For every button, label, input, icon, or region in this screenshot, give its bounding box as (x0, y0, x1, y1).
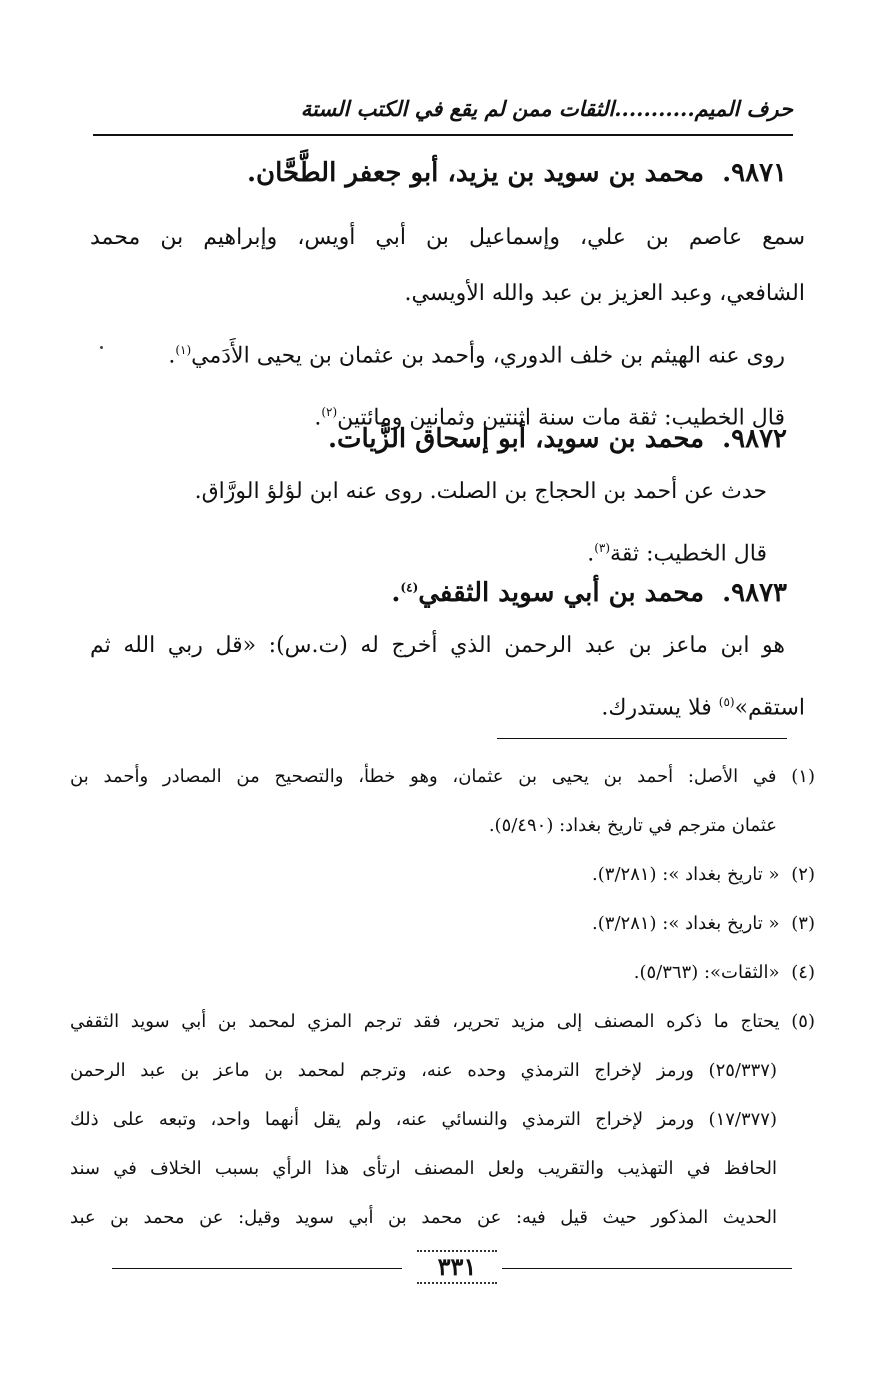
footnote-1: (١) في الأصل: أحمد بن يحيى بن عثمان، وهو خطأ، والتصحيح من المصادر وأحمد بن عثمان مترجم في تاريخ بغداد: (٥/٤٩٠). (70, 752, 815, 850)
footnote-ref: (٤) (400, 580, 419, 595)
footnote-number: (١) (791, 766, 815, 787)
entry-body-9873 (90, 618, 805, 736)
footnote-text: «الثقات»: (٥/٣٦٣). (633, 962, 780, 983)
footnote-number: (٣) (791, 913, 815, 934)
page-footer (112, 1248, 792, 1288)
footer-rule (112, 1268, 402, 1269)
footnote-number: (٤) (791, 962, 815, 983)
entry-title-9873: ٩٨٧٣.محمد بن أبي سويد الثقفي$^{(٤)}$. (391, 578, 787, 608)
footnote-text: (٢٥/٣٣٧) ورمز لإخراج الترمذي وحده عنه، وترجم لمحمد بن ماعز بن عبد الرحمن (70, 1060, 777, 1081)
footnote-number: (٥) (791, 1011, 815, 1032)
footnote-separator (497, 738, 787, 739)
header-chapter: حرف الميم (694, 96, 793, 121)
footnote-2 (70, 850, 815, 899)
body-line: الشافعي، وعبد العزيز بن عبد والله الأويسي. (404, 281, 805, 306)
header-rule (93, 134, 793, 136)
body-line: قال الخطيب: ثقة$^{(٣)}$. (587, 541, 767, 567)
footnote-text: (١٧/٣٧٧) ورمز لإخراج الترمذي والنسائي عنه، ولم يقل أنهما واحد، وتبعه على ذلك (70, 1109, 777, 1130)
body-line: قال الخطيب: ثقة مات سنة اثنتين وثمانين ومائتين$^{(٢)}$. (314, 405, 785, 431)
body-line: روى عنه الهيثم بن خلف الدوري، وأحمد بن عثمان بن يحيى الأَدَمي$^{(١)}$. (168, 343, 785, 369)
body-line: هو ابن ماعز بن عبد الرحمن الذي أخرج له (ت.س): «قل ربي الله ثم (90, 633, 785, 658)
footnote-ref: (٥) (718, 695, 735, 709)
footnote-3 (70, 899, 815, 948)
footer-rule (502, 1268, 792, 1269)
body-line: استقم»$^{(٥)}$ فلا يستدرك. (601, 695, 805, 721)
entry-number: ٩٨٧٣. (722, 578, 787, 608)
footnote-number: (٢) (791, 864, 815, 885)
footnote-text: « تاريخ بغداد »: (٣/٢٨١). (592, 913, 780, 934)
footnote-text: الحديث المذكور حيث قيل فيه: عن محمد بن أبي سويد وقيل: عن محمد بن عبد (70, 1207, 777, 1228)
running-header (93, 96, 793, 121)
scan-speck (100, 346, 103, 349)
footnote-ref: (٣) (594, 541, 611, 555)
entry-body-9872 (77, 464, 767, 582)
body-line: حدث عن أحمد بن الحجاج بن الصلت. روى عنه ابن لؤلؤ الورَّاق. (194, 479, 767, 504)
header-dots: ........... (614, 96, 695, 121)
entry-name: محمد بن سويد، أبو إسحاق الزَّيات. (327, 424, 705, 454)
footnote-ref: (٢) (321, 405, 338, 420)
footnote-4 (70, 948, 815, 997)
entry-body-9871 (90, 210, 805, 447)
entry-title-9871 (247, 158, 787, 188)
footnote-5: (٥) يحتاج ما ذكره المصنف إلى مزيد تحرير، فقد ترجم المزي لمحمد بن أبي سويد الثقفي (٢٥/٣٣٧) ورمز لإخراج الترمذي وحده عنه، وترجم لمحمد بن ماعز بن عبد الرحمن (١٧/٣٧٧) ورمز لإخراج الترمذي والنسائي عنه، ولم يقل أنهما واحد، وتبعه على ذلك الحافظ في التهذيب والتقريب ولعل المصنف ارتأى هذا الرأي بسبب الخلاف في سند الحديث المذكور حيث قيل فيه: عن محمد بن أبي سويد وقيل: عن محمد بن عبد (70, 997, 815, 1242)
entry-number: ٩٨٧٢. (722, 424, 787, 454)
entry-number: ٩٨٧١. (722, 158, 787, 188)
entry-title-9872 (328, 424, 787, 454)
footnotes (70, 752, 815, 1242)
footnote-text: عثمان مترجم في تاريخ بغداد: (٥/٤٩٠). (488, 815, 777, 836)
header-book-section: الثقات ممن لم يقع في الكتب الستة (300, 96, 615, 121)
footnote-ref: (١) (175, 343, 192, 357)
entry-name: محمد بن سويد بن يزيد، أبو جعفر الطَّحَّان. (246, 158, 705, 188)
page-number: ٣٣١ (417, 1250, 497, 1284)
body-line: سمع عاصم بن علي، وإسماعيل بن أبي أويس، وإبراهيم بن محمد (90, 225, 805, 250)
entry-name: محمد بن أبي سويد الثقفي (418, 578, 705, 608)
footnote-text: الحافظ في التهذيب والتقريب ولعل المصنف ارتأى هذا الرأي بسبب الخلاف في سند (70, 1158, 777, 1179)
footnote-text: « تاريخ بغداد »: (٣/٢٨١). (592, 864, 780, 885)
